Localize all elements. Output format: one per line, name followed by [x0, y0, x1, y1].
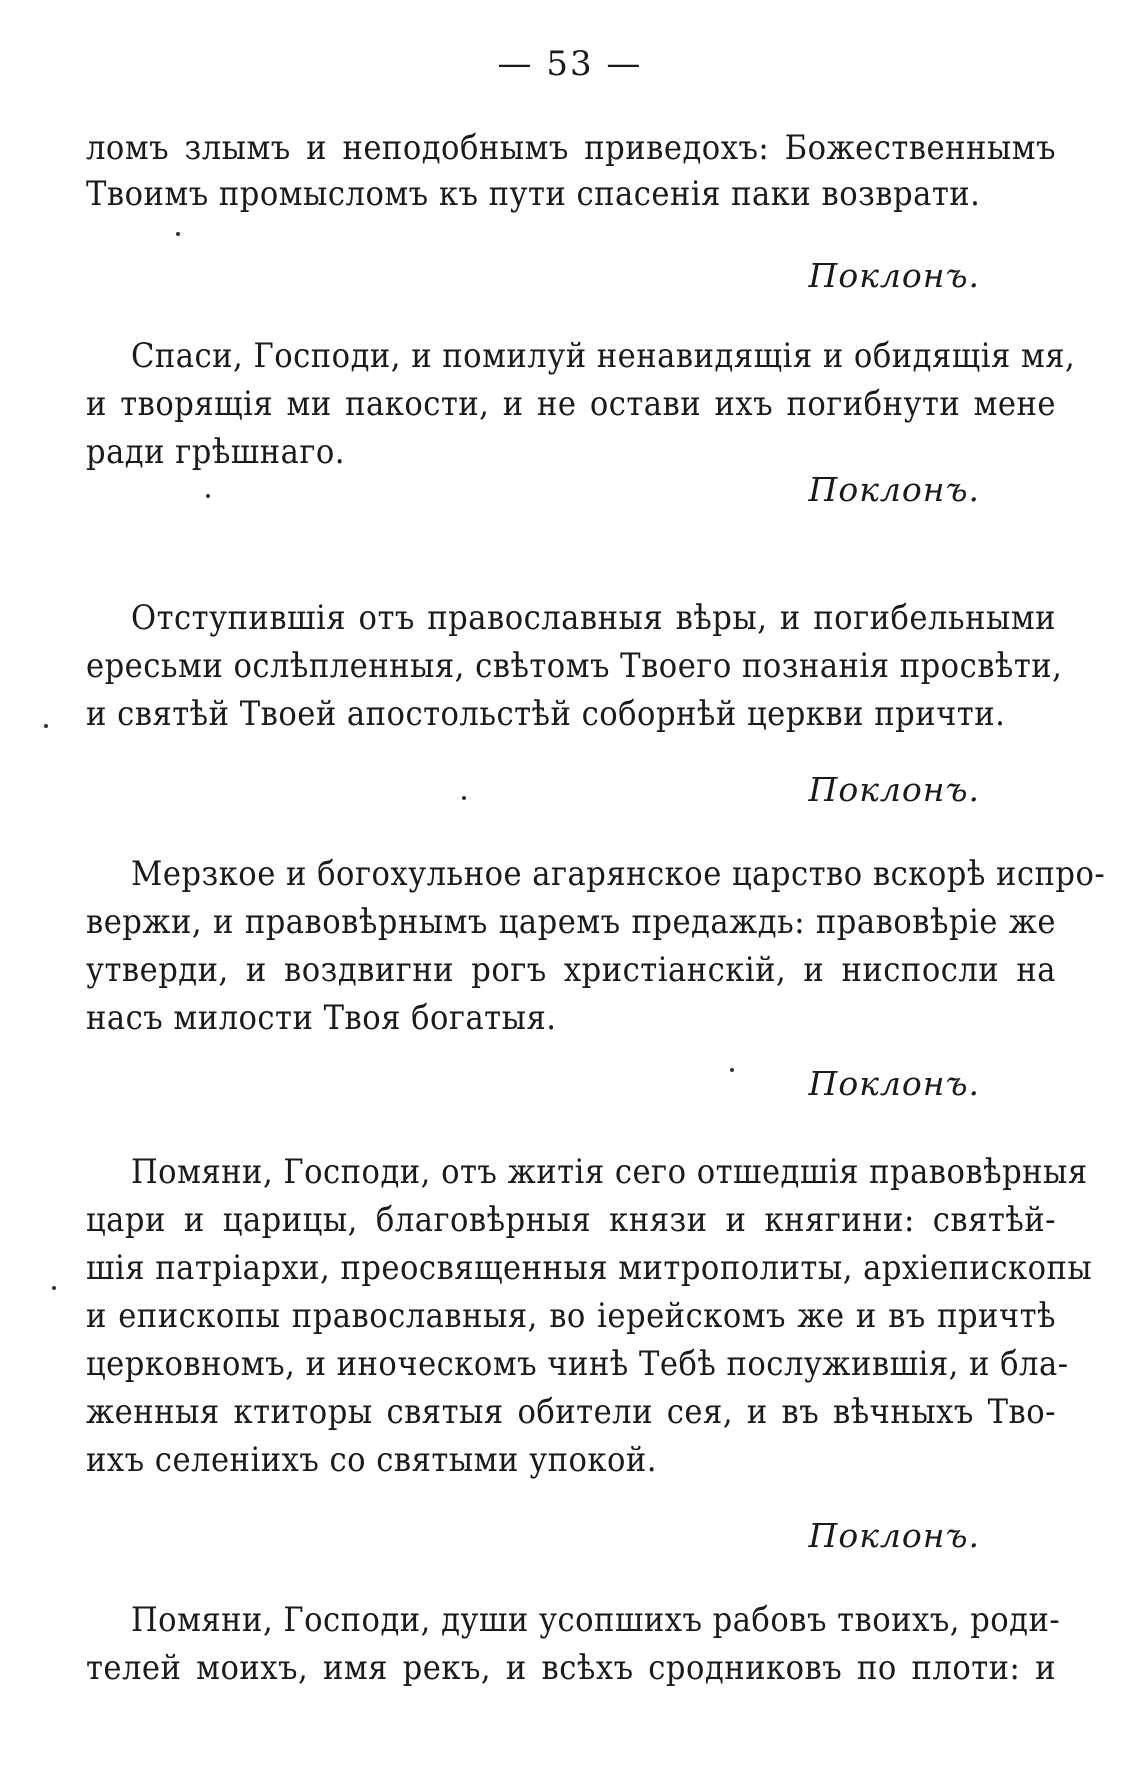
text-line: утверди, и воздвигни рогъ христіанскій, и ниспосли на: [86, 950, 1056, 990]
text-line: Помяни, Господи, отъ житія сего отшедшія правовѣрныя: [131, 1152, 1088, 1192]
bow-rubric: Поклонъ.: [808, 470, 980, 509]
text-line: вержи, и правовѣрнымъ царемъ предаждь: правовѣріе же: [86, 902, 1056, 942]
scan-speck: [462, 796, 466, 800]
text-line: ихъ селеніихъ со святыми упокой.: [86, 1440, 658, 1480]
scan-speck: [176, 232, 180, 236]
bow-rubric: Поклонъ.: [808, 1516, 980, 1555]
text-line: шія патріархи, преосвященныя митрополиты, архіепископы: [86, 1248, 1093, 1288]
text-line: церковномъ, и иноческомъ чинѣ Тебѣ послужившія, и бла-: [86, 1344, 1069, 1384]
scan-speck: [44, 724, 48, 728]
text-line: Твоимъ промысломъ къ пути спасенія паки возврати.: [86, 174, 981, 214]
text-line: телей моихъ, имя рекъ, и всѣхъ сродниковъ по плоти: и: [86, 1648, 1056, 1688]
bow-rubric: Поклонъ.: [808, 1064, 980, 1103]
text-line: ломъ злымъ и неподобнымъ приведохъ: Божественнымъ: [86, 128, 1056, 168]
text-line: и епископы православныя, во іерейскомъ же и въ причтѣ: [86, 1296, 1056, 1336]
text-line: Помяни, Господи, души усопшихъ рабовъ твоихъ, роди-: [131, 1600, 1061, 1640]
text-line: Отступившія отъ православныя вѣры, и погибельными: [131, 598, 1056, 638]
page-number: — 53 —: [497, 44, 643, 84]
text-line: ради грѣшнаго.: [86, 432, 345, 472]
text-line: Мерзкое и богохульное агарянское царство вскорѣ испро-: [131, 854, 1106, 894]
bow-rubric: Поклонъ.: [808, 256, 980, 295]
text-line: и творящія ми пакости, и не остави ихъ погибнути мене: [86, 384, 1056, 424]
text-line: Спаси, Господи, и помилуй ненавидящія и обидящія мя,: [131, 336, 1076, 376]
text-line: цари и царицы, благовѣрныя князи и княгини: святѣй-: [86, 1200, 1056, 1240]
scan-speck: [206, 494, 210, 498]
text-line: женныя ктиторы святыя обители сея, и въ вѣчныхъ Тво-: [86, 1392, 1056, 1432]
scan-speck: [52, 1286, 56, 1290]
text-line: ересьми ослѣпленныя, свѣтомъ Твоего познанія просвѣти,: [86, 646, 1063, 686]
bow-rubric: Поклонъ.: [808, 770, 980, 809]
text-line: и святѣй Твоей апостольстѣй соборнѣй церкви причти.: [86, 694, 1006, 734]
text-line: насъ милости Твоя богатыя.: [86, 998, 557, 1038]
scan-speck: [730, 1068, 734, 1072]
